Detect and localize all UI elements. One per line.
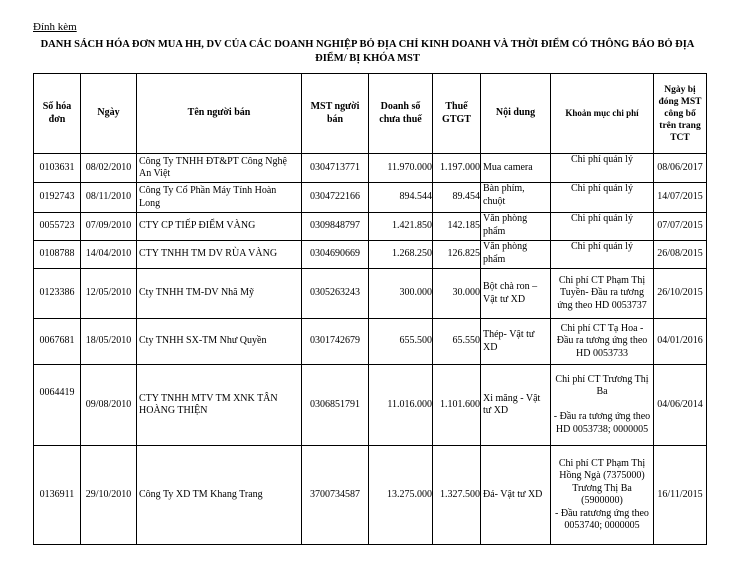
cell-tax-code: 3700734587: [302, 446, 369, 545]
cell-invoice-no: 0108788: [34, 241, 81, 269]
table-row: [34, 213, 707, 241]
cell-vat: 1.197.000: [433, 154, 481, 183]
cell-invoice-no: 0123386: [34, 269, 81, 319]
cell-revenue: 655.500: [369, 319, 433, 365]
table-row: [34, 183, 707, 213]
table-row: [34, 154, 707, 183]
cell-date: 29/10/2010: [81, 446, 137, 545]
cell-invoice-no: 0192743: [34, 183, 81, 213]
cell-close-date: 16/11/2015: [654, 446, 707, 545]
cell-seller: CTY TNHH MTV TM XNK TÂN HOÀNG THIỆN: [137, 365, 302, 446]
cell-tax-code: 0304690669: [302, 241, 369, 269]
cell-vat: 1.327.500: [433, 446, 481, 545]
cell-seller: Công Ty XD TM Khang Trang: [137, 446, 302, 545]
header-revenue: Doanh số chưa thuế: [369, 74, 433, 154]
cell-date: 14/04/2010: [81, 241, 137, 269]
document-title: DANH SÁCH HÓA ĐƠN MUA HH, DV CỦA CÁC DOANH NGHIỆP BỎ ĐỊA CHỈ KINH DOANH VÀ THỜI ĐIỂM CÓ THÔNG BÁO BỎ ĐỊA ĐIỂM/ BỊ KHÓA MST: [40, 39, 695, 64]
header-vat: Thuế GTGT: [433, 74, 481, 154]
cell-vat: 65.550: [433, 319, 481, 365]
table-row: [34, 269, 707, 319]
cell-invoice-no: 0064419: [34, 365, 81, 446]
table-row: [34, 365, 707, 446]
cell-expense: Chi phí quản lý: [551, 241, 654, 269]
cell-content: Xi măng - Vật tư XD: [481, 365, 551, 446]
table-row: [34, 319, 707, 365]
cell-vat: 126.825: [433, 241, 481, 269]
cell-vat: 89.454: [433, 183, 481, 213]
cell-close-date: 26/08/2015: [654, 241, 707, 269]
cell-seller: Công Ty TNHH ĐT&PT Công Nghệ An Việt: [137, 154, 302, 183]
cell-revenue: 11.970.000: [369, 154, 433, 183]
cell-tax-code: 0306851791: [302, 365, 369, 446]
cell-expense: Chi phí CT Phạm Thị Hồng Ngà (7375000) Trương Thị Ba (5900000) - Đầu ratương ứng theo 0053740; 0000005: [551, 446, 654, 545]
cell-tax-code: 0304722166: [302, 183, 369, 213]
cell-content: Đá- Vật tư XD: [481, 446, 551, 545]
cell-tax-code: 0309848797: [302, 213, 369, 241]
cell-date: 09/08/2010: [81, 365, 137, 446]
cell-revenue: 11.016.000: [369, 365, 433, 446]
cell-invoice-no: 0055723: [34, 213, 81, 241]
cell-revenue: 1.268.250: [369, 241, 433, 269]
cell-invoice-no: 0067681: [34, 319, 81, 365]
header-seller: Tên người bán: [137, 74, 302, 154]
cell-content: Mua camera: [481, 154, 551, 183]
cell-close-date: 14/07/2015: [654, 183, 707, 213]
cell-date: 12/05/2010: [81, 269, 137, 319]
cell-seller: Công Ty Cổ Phần Máy Tính Hoàn Long: [137, 183, 302, 213]
cell-content: Bột chà ron – Vật tư XD: [481, 269, 551, 319]
cell-vat: 142.185: [433, 213, 481, 241]
cell-tax-code: 0305263243: [302, 269, 369, 319]
cell-expense: Chi phí quản lý: [551, 183, 654, 213]
cell-revenue: 1.421.850: [369, 213, 433, 241]
header-date: Ngày: [81, 74, 137, 154]
cell-revenue: 894.544: [369, 183, 433, 213]
table-row: [34, 446, 707, 545]
cell-seller: Cty TNHH TM-DV Nhã Mỹ: [137, 269, 302, 319]
cell-seller: Cty TNHH SX-TM Như Quyền: [137, 319, 302, 365]
table-row: [34, 241, 707, 269]
header-expense: Khoản mục chi phí: [551, 74, 654, 154]
cell-date: 08/02/2010: [81, 154, 137, 183]
cell-close-date: 04/01/2016: [654, 319, 707, 365]
header-content: Nội dung: [481, 74, 551, 154]
cell-expense: Chi phí quản lý: [551, 154, 654, 183]
cell-expense: Chi phí quản lý: [551, 213, 654, 241]
cell-close-date: 08/06/2017: [654, 154, 707, 183]
cell-expense: Chi phí CT Tạ Hoa - Đầu ra tương ứng theo HD 0053733: [551, 319, 654, 365]
cell-invoice-no: 0103631: [34, 154, 81, 183]
cell-tax-code: 0304713771: [302, 154, 369, 183]
invoice-table: [33, 73, 707, 545]
cell-vat: 1.101.600: [433, 365, 481, 446]
cell-content: Bàn phím, chuột: [481, 183, 551, 213]
cell-seller: CTY TNHH TM DV RÙA VÀNG: [137, 241, 302, 269]
cell-content: Văn phòng phẩm: [481, 213, 551, 241]
cell-tax-code: 0301742679: [302, 319, 369, 365]
cell-date: 18/05/2010: [81, 319, 137, 365]
header-invoice-no: Số hóa đơn: [34, 74, 81, 154]
cell-date: 08/11/2010: [81, 183, 137, 213]
cell-expense: Chi phí CT Trương Thị Ba - Đầu ra tương ứng theo HD 0053738; 0000005: [551, 365, 654, 446]
cell-revenue: 13.275.000: [369, 446, 433, 545]
cell-close-date: 26/10/2015: [654, 269, 707, 319]
cell-seller: CTY CP TIẾP ĐIỂM VÀNG: [137, 213, 302, 241]
cell-content: Văn phòng phẩm: [481, 241, 551, 269]
attachment-label: Đính kèm: [33, 21, 77, 33]
header-tax-code: MST người bán: [302, 74, 369, 154]
cell-vat: 30.000: [433, 269, 481, 319]
cell-date: 07/09/2010: [81, 213, 137, 241]
cell-invoice-no: 0136911: [34, 446, 81, 545]
cell-revenue: 300.000: [369, 269, 433, 319]
header-close-date: Ngày bị đóng MST công bố trên trang TCT: [654, 74, 707, 154]
cell-close-date: 07/07/2015: [654, 213, 707, 241]
cell-content: Thép- Vật tư XD: [481, 319, 551, 365]
table-header-row: [34, 74, 707, 154]
cell-close-date: 04/06/2014: [654, 365, 707, 446]
cell-expense: Chi phí CT Phạm Thị Tuyền- Đầu ra tương ứng theo HD 0053737: [551, 269, 654, 319]
